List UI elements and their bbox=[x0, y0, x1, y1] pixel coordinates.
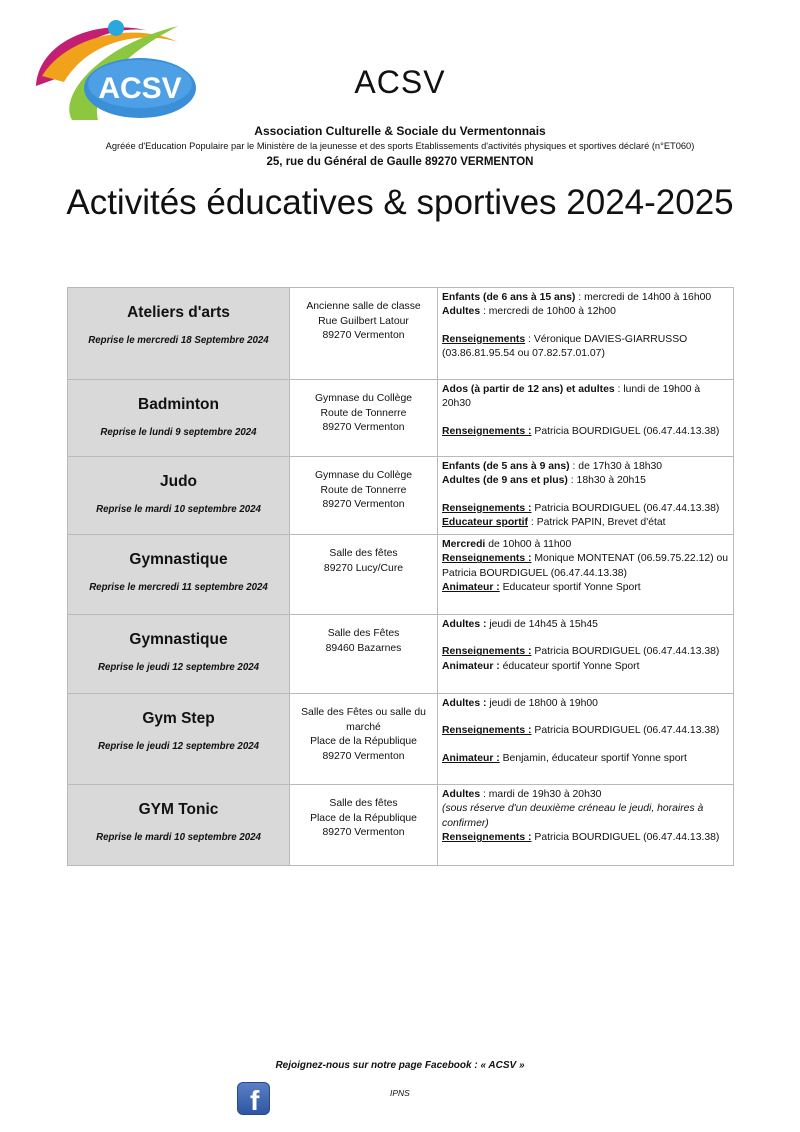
info-text: : Véronique DAVIES-GIARRUSSO bbox=[525, 333, 688, 345]
info-text: jeudi de 18h00 à 19h00 bbox=[486, 698, 598, 710]
table-row bbox=[68, 457, 734, 535]
activity-cell bbox=[68, 785, 290, 866]
info-label: Mercredi bbox=[442, 539, 486, 551]
facebook-icon[interactable] bbox=[237, 1082, 270, 1115]
location-cell bbox=[290, 288, 438, 380]
info-text: : mercredi de 10h00 à 12h00 bbox=[480, 306, 616, 318]
activity-name: Gym Step bbox=[142, 710, 215, 728]
info-text: (03.86.81.95.54 ou 07.82.57.01.07) bbox=[442, 347, 605, 359]
location-line: Gymnase du Collège bbox=[314, 393, 413, 404]
info-text: : lundi de 19h00 à 20h30 bbox=[442, 384, 701, 410]
info-label: Enfants (de 6 ans à 15 ans) bbox=[442, 292, 576, 303]
table-row bbox=[68, 288, 734, 380]
info-label: Adultes : bbox=[442, 619, 487, 631]
reprise-date: Reprise le mardi 10 septembre 2024 bbox=[96, 504, 261, 515]
activity-name: Gymnastique bbox=[129, 551, 228, 569]
info-text: : de 17h30 à 18h30 bbox=[569, 461, 663, 472]
location-line: Rue Guilbert Latour bbox=[318, 315, 409, 327]
info-text: Patricia BOURDIGUEL (06.47.44.13.38) bbox=[531, 425, 720, 437]
location-line: Place de la République bbox=[310, 736, 417, 748]
activity-name: Judo bbox=[159, 473, 198, 490]
info-cell bbox=[438, 288, 734, 380]
info-label: Adultes (de 9 ans et plus) bbox=[442, 475, 568, 487]
info-label: Renseignements : bbox=[442, 425, 532, 437]
table-row bbox=[68, 785, 734, 866]
location-line: 89270 Vermenton bbox=[322, 330, 405, 341]
location-line: Salle des fêtes bbox=[329, 548, 398, 560]
activity-name: GYM Tonic bbox=[138, 801, 219, 819]
activity-cell bbox=[68, 615, 290, 694]
info-label: Renseignements : bbox=[442, 502, 532, 514]
info-text: éducateur sportif Yonne Sport bbox=[499, 660, 640, 672]
info-text: Educateur sportif Yonne Sport bbox=[499, 582, 641, 594]
info-label: Renseignements bbox=[442, 333, 526, 345]
reprise-date: Reprise le mercredi 18 Septembre 2024 bbox=[88, 335, 269, 346]
info-text: de 10h00 à 11h00 bbox=[485, 539, 572, 551]
location-cell bbox=[290, 380, 438, 457]
info-text: (sous réserve d'un deuxième créneau le jeudi, horaires à confirmer) bbox=[442, 803, 704, 829]
main-heading: Activités éducatives & sportives 2024-2025 bbox=[66, 183, 734, 222]
info-label: Renseignements : bbox=[442, 725, 532, 737]
info-label: Animateur : bbox=[442, 752, 500, 764]
info-label: Adultes bbox=[442, 789, 481, 801]
location-line: Ancienne salle de classe bbox=[306, 301, 421, 312]
info-label: Animateur : bbox=[442, 660, 500, 672]
info-label: Educateur sportif bbox=[442, 516, 529, 528]
reprise-date: Reprise le jeudi 12 septembre 2024 bbox=[97, 741, 259, 753]
reprise-date: Reprise le jeudi 12 septembre 2024 bbox=[97, 662, 259, 674]
info-text: : mardi de 19h30 à 20h30 bbox=[480, 789, 602, 801]
reprise-date: Reprise le lundi 9 septembre 2024 bbox=[100, 427, 257, 438]
page-title: ACSV bbox=[354, 64, 446, 100]
info-label: Adultes : bbox=[442, 698, 487, 710]
agrement-text: Agréée d'Education Populaire par le Ministère de la jeunesse et des sports Etablissements d'activités physiques et sportives déclaré (n°ET060) bbox=[105, 141, 695, 151]
reprise-date: Reprise le mercredi 11 septembre 2024 bbox=[89, 582, 268, 594]
location-line: Salle des Fêtes ou salle du marché bbox=[301, 707, 426, 733]
info-label: Renseignements : bbox=[442, 832, 532, 844]
facebook-invite-text: Rejoignez-nous sur notre page Facebook : « ACSV » bbox=[275, 1060, 525, 1071]
location-line: 89270 Vermenton bbox=[322, 499, 405, 510]
info-cell bbox=[438, 380, 734, 457]
info-cell bbox=[438, 785, 734, 866]
info-label: Enfants (de 5 ans à 9 ans) bbox=[442, 461, 570, 472]
location-cell bbox=[290, 535, 438, 615]
info-text: : mercredi de 14h00 à 16h00 bbox=[575, 292, 712, 303]
info-label: Renseignements : bbox=[442, 553, 532, 565]
location-cell bbox=[290, 785, 438, 866]
info-text: : 18h30 à 20h15 bbox=[567, 475, 646, 487]
activity-name: Gymnastique bbox=[129, 631, 228, 649]
location-line: 89270 Vermenton bbox=[322, 422, 405, 433]
location-line: 89270 Vermenton bbox=[322, 750, 405, 762]
location-line: Gymnase du Collège bbox=[314, 470, 413, 481]
info-cell bbox=[438, 535, 734, 615]
info-text: Benjamin, éducateur sportif Yonne sport bbox=[499, 752, 687, 764]
location-line: Place de la République bbox=[310, 812, 417, 824]
info-text: Patricia BOURDIGUEL (06.47.44.13.38) bbox=[531, 646, 720, 658]
location-cell bbox=[290, 694, 438, 785]
info-text: Patricia BOURDIGUEL (06.47.44.13.38) bbox=[531, 502, 720, 514]
location-line: 89270 Lucy/Cure bbox=[323, 562, 404, 574]
table-row bbox=[68, 535, 734, 615]
info-text: Patricia BOURDIGUEL (06.47.44.13.38) bbox=[531, 725, 720, 737]
reprise-date: Reprise le mardi 10 septembre 2024 bbox=[96, 832, 261, 844]
activity-name: Badminton bbox=[138, 396, 219, 413]
address: 25, rue du Général de Gaulle 89270 VERMENTON bbox=[266, 156, 534, 168]
logo-text: ACSV bbox=[98, 72, 182, 105]
location-line: 89270 Vermenton bbox=[322, 827, 405, 839]
info-label: Renseignements : bbox=[442, 646, 532, 658]
location-cell bbox=[290, 615, 438, 694]
activity-cell bbox=[68, 380, 290, 457]
info-text: : Patrick PAPIN, Brevet d'état bbox=[528, 516, 666, 528]
info-cell bbox=[438, 694, 734, 785]
info-text: jeudi de 14h45 à 15h45 bbox=[486, 619, 598, 631]
association-name: Association Culturelle & Sociale du Vermentonnais bbox=[254, 124, 546, 138]
info-text: Patricia BOURDIGUEL (06.47.44.13.38) bbox=[531, 832, 720, 844]
info-label: Adultes bbox=[442, 306, 481, 318]
ipns-label: IPNS bbox=[390, 1088, 410, 1098]
activity-cell bbox=[68, 288, 290, 380]
activity-cell bbox=[68, 694, 290, 785]
info-text: Monique MONTENAT (06.59.75.22.12) ou Patricia BOURDIGUEL (06.47.44.13.38) bbox=[442, 553, 729, 579]
facebook-letter: f bbox=[250, 1085, 260, 1116]
info-cell bbox=[438, 457, 734, 535]
location-cell bbox=[290, 457, 438, 535]
table-row bbox=[68, 380, 734, 457]
activities-table bbox=[67, 287, 734, 866]
location-line: Route de Tonnerre bbox=[320, 484, 407, 496]
activity-cell bbox=[68, 457, 290, 535]
location-line: Route de Tonnerre bbox=[320, 407, 407, 419]
info-label: Ados (à partir de 12 ans) et adultes bbox=[442, 384, 615, 395]
info-label: Animateur : bbox=[442, 582, 500, 594]
table-row bbox=[68, 694, 734, 785]
location-line: Salle des Fêtes bbox=[327, 628, 400, 640]
location-line: Salle des fêtes bbox=[329, 798, 398, 810]
activity-cell bbox=[68, 535, 290, 615]
info-cell bbox=[438, 615, 734, 694]
table-row bbox=[68, 615, 734, 694]
activity-name: Ateliers d'arts bbox=[127, 304, 230, 321]
location-line: 89460 Bazarnes bbox=[325, 642, 402, 654]
